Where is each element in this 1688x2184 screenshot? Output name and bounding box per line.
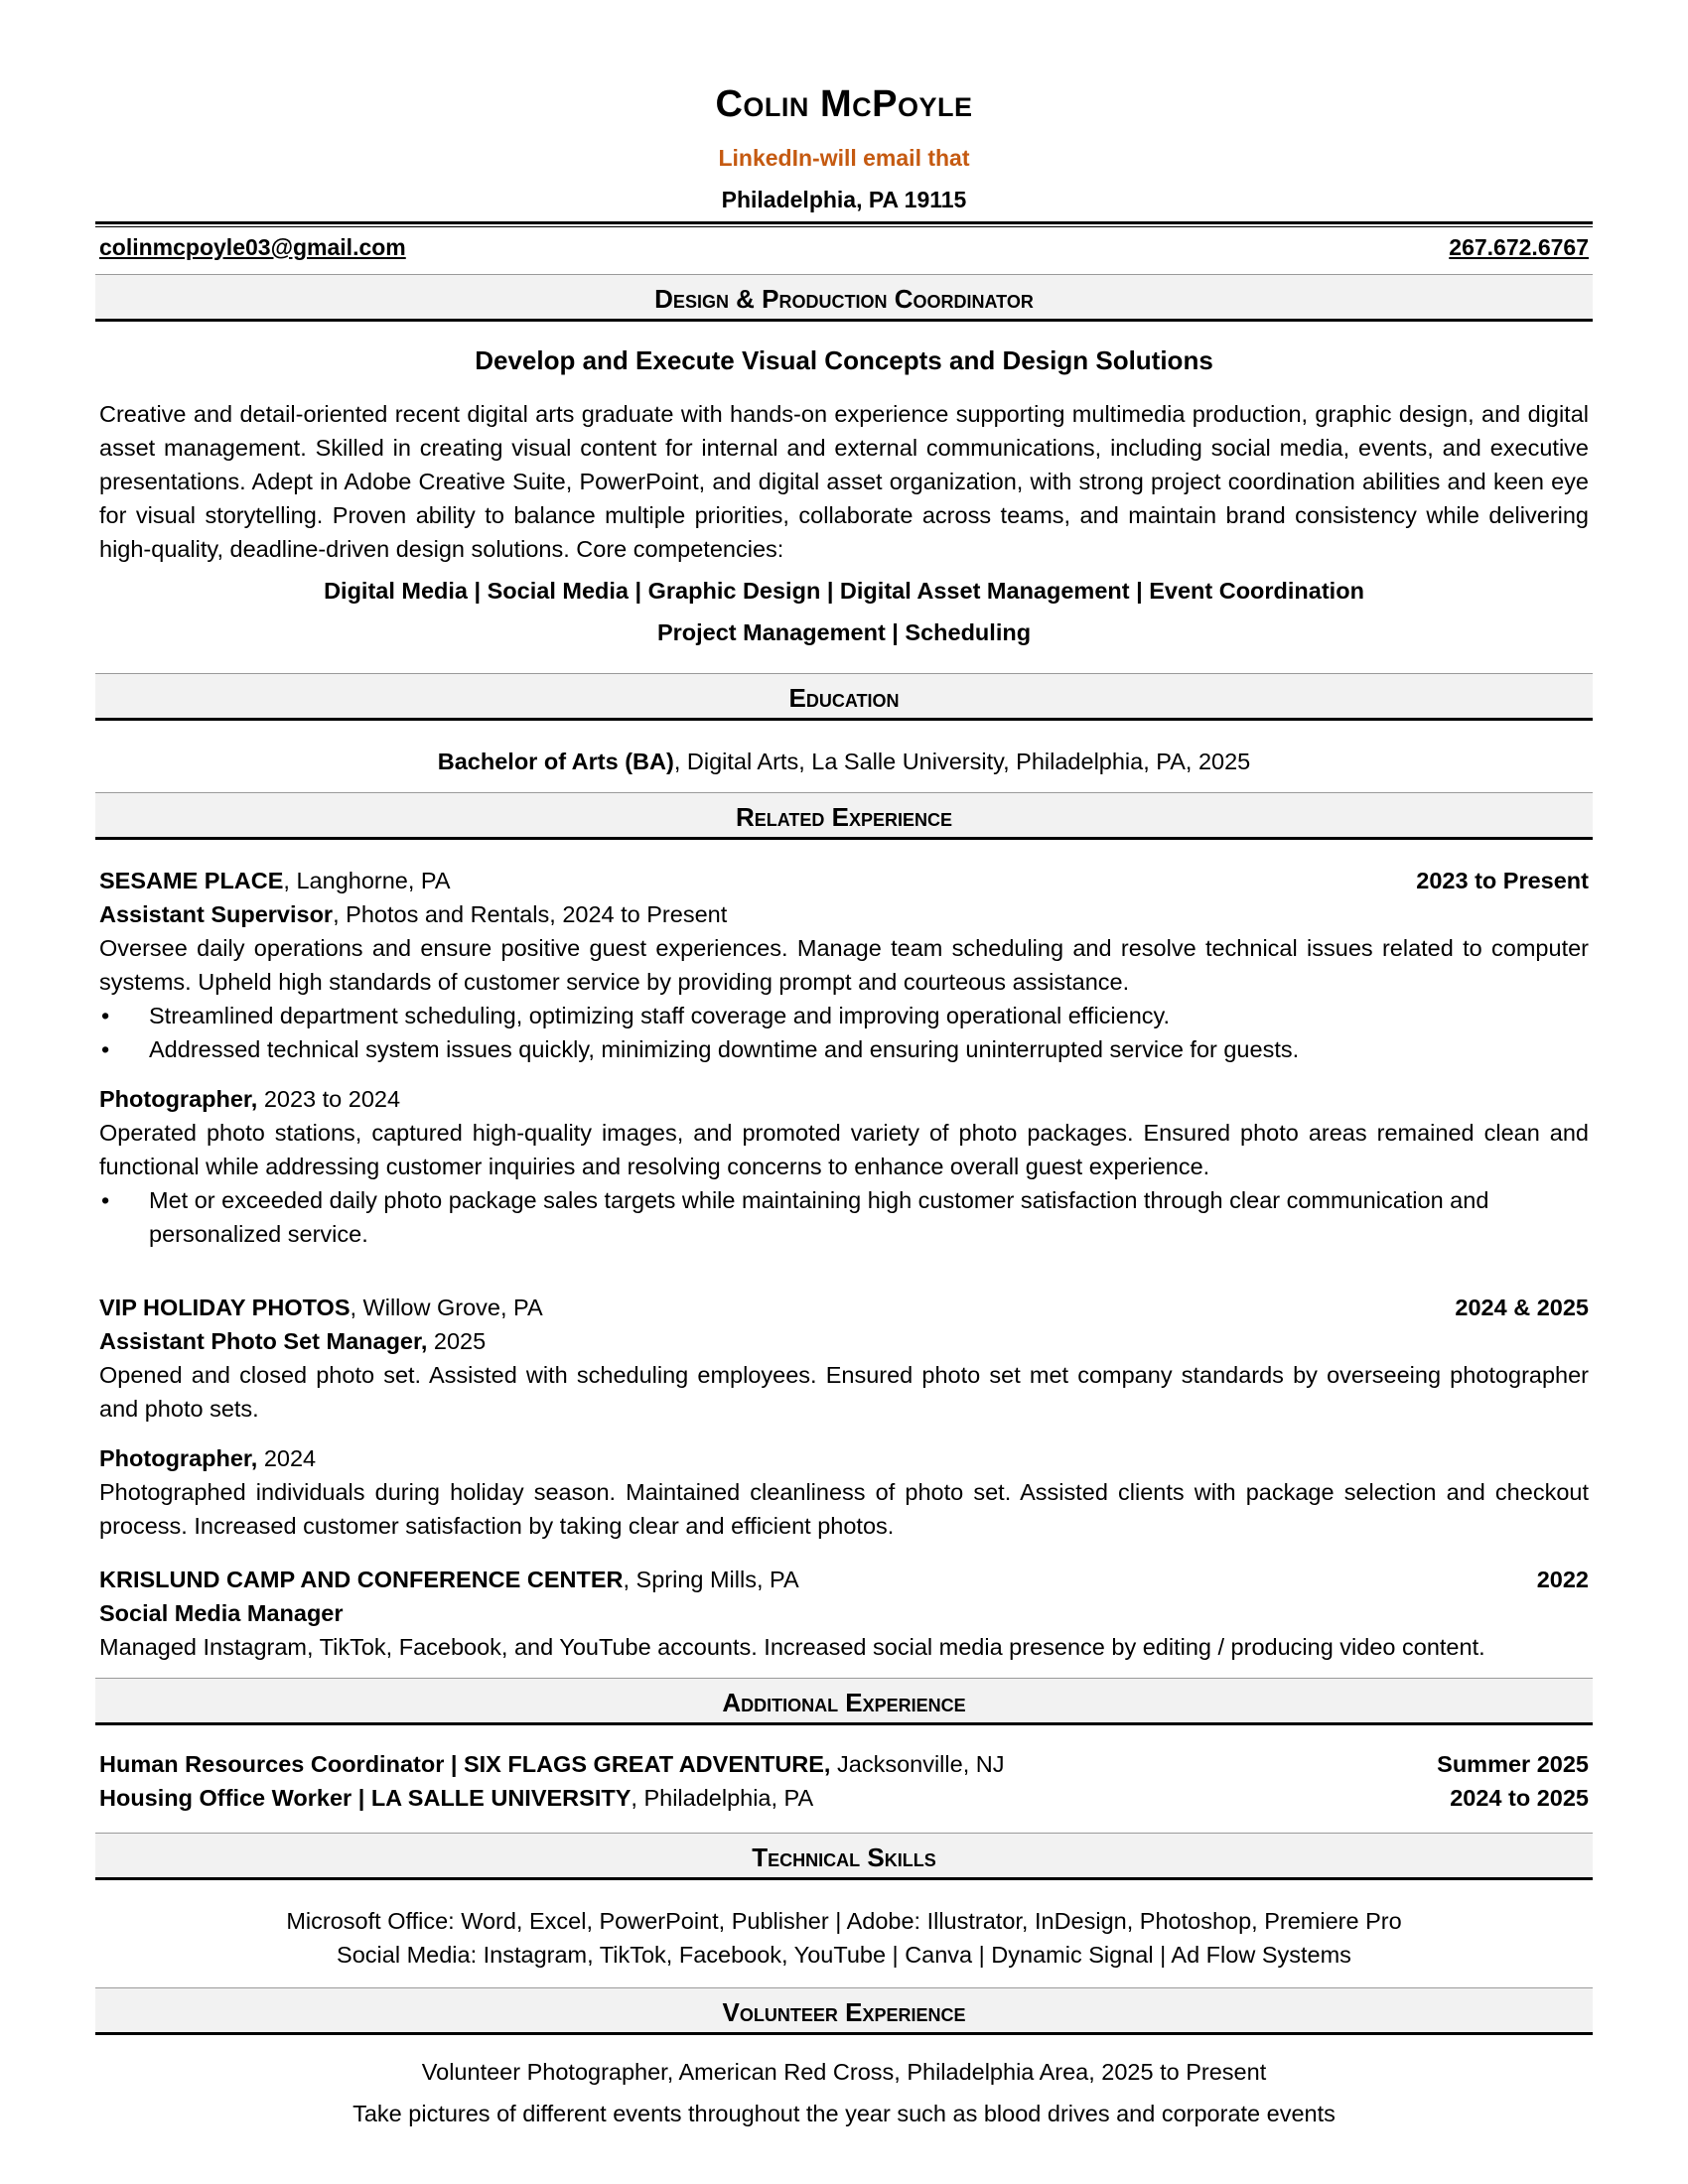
- competencies-line-2: Project Management | Scheduling: [656, 619, 1032, 645]
- bullet-icon: •: [101, 1003, 110, 1028]
- additional-experience-list: [99, 1747, 1589, 1815]
- degree: Bachelor of Arts (BA): [437, 749, 674, 774]
- bullet-icon: •: [101, 1036, 110, 1062]
- role-title: Photographer,: [99, 1445, 258, 1471]
- role-title-row: [99, 1324, 1589, 1358]
- location: Philadelphia, PA 19115: [721, 187, 967, 212]
- bullet-list: [99, 1183, 1589, 1251]
- email-link[interactable]: colinmcpoyle03@gmail.com: [99, 234, 406, 260]
- candidate-name: Colin McPoyle: [715, 83, 973, 125]
- role-details: 2024: [257, 1445, 317, 1471]
- job-dates: 2024 to 2025: [1450, 1785, 1589, 1811]
- role-description: Operated photo stations, captured high-quality images, and promoted variety of photo packages. Ensured photo areas remained clean and functional while addressing customer inquiries and resolving concerns to enhance overall guest experience.: [99, 1120, 1589, 1179]
- section-heading-title: Design & Production Coordinator: [95, 274, 1593, 322]
- company-location: , Willow Grove, PA: [350, 1295, 543, 1320]
- section-heading-related-experience: Related Experience: [95, 792, 1593, 840]
- list-item: Human Resources Coordinator | SIX FLAGS GREAT ADVENTURE, Jacksonville, NJ Summer 2025: [99, 1747, 1589, 1781]
- role-description: Managed Instagram, TikTok, Facebook, and YouTube accounts. Increased social media presence by editing / producing video content.: [99, 1634, 1485, 1660]
- section-heading-education: Education: [95, 673, 1593, 721]
- role-title-row: [99, 1082, 1589, 1116]
- role-description: Photographed individuals during holiday season. Maintained cleanliness of photo set. Assisted clients with package selection and checkout process. Increased customer satisfaction by taking clear and efficient photos.: [99, 1479, 1589, 1539]
- volunteer-line-1: Volunteer Photographer, American Red Cross, Philadelphia Area, 2025 to Present: [421, 2059, 1267, 2085]
- list-item: • Addressed technical system issues quickly, minimizing downtime and ensuring uninterrupted service for guests.: [99, 1032, 1589, 1066]
- job-dates: Summer 2025: [1437, 1751, 1589, 1777]
- summary-paragraph: Creative and detail-oriented recent digital arts graduate with hands-on experience supporting multimedia production, graphic design, and digital asset management. Skilled in creating visual content for internal and external communications, including social media, events, and executive presentations. Adept in Adobe Creative Suite, PowerPoint, and digital asset organization, with strong project coordination abilities and keen eye for visual storytelling. Proven ability to balance multiple priorities, collaborate across teams, and maintain brand consistency while delivering high-quality, deadline-driven design solutions. Core competencies:: [99, 401, 1589, 562]
- bullet-icon: •: [101, 1187, 110, 1213]
- list-item: • Streamlined department scheduling, optimizing staff coverage and improving operational efficiency.: [99, 999, 1589, 1032]
- role-title-row: [99, 897, 1589, 931]
- degree-details: , Digital Arts, La Salle University, Philadelphia, PA, 2025: [673, 749, 1251, 774]
- job-header: [99, 1563, 1589, 1596]
- job-dates: 2024 & 2025: [1455, 1295, 1589, 1320]
- role-details: 2023 to 2024: [257, 1086, 401, 1112]
- list-item: Housing Office Worker | LA SALLE UNIVERSITY, Philadelphia, PA 2024 to 2025: [99, 1781, 1589, 1815]
- role-title: Social Media Manager: [99, 1600, 344, 1626]
- job-vip-holiday-photos: [99, 1291, 1589, 1543]
- role-title: Assistant Supervisor: [99, 901, 334, 927]
- contact-row: [99, 234, 1589, 261]
- competencies-line-1: Digital Media | Social Media | Graphic Design | Digital Asset Management | Event Coordination: [324, 578, 1364, 604]
- tagline: Develop and Execute Visual Concepts and Design Solutions: [475, 345, 1213, 375]
- linkedin-note: LinkedIn-will email that: [718, 145, 970, 171]
- company-name: SESAME PLACE: [99, 868, 284, 893]
- company-location: , Spring Mills, PA: [623, 1567, 799, 1592]
- skills-line-1: Microsoft Office: Word, Excel, PowerPoint, Publisher | Adobe: Illustrator, InDesign, Photoshop, Premiere Pro: [286, 1908, 1402, 1934]
- role-title: Assistant Photo Set Manager,: [99, 1328, 428, 1354]
- role-details: , Photos and Rentals, 2024 to Present: [333, 901, 728, 927]
- role-details: 2025: [427, 1328, 487, 1354]
- company-name: KRISLUND CAMP AND CONFERENCE CENTER: [99, 1567, 624, 1592]
- job-sesame-place: [99, 864, 1589, 1251]
- job-header: [99, 1291, 1589, 1324]
- bullet-list: [99, 999, 1589, 1066]
- job-krislund: [99, 1563, 1589, 1664]
- company-location: , Langhorne, PA: [283, 868, 451, 893]
- role-description: Opened and closed photo set. Assisted with scheduling employees. Ensured photo set met company standards by overseeing photographer and photo sets.: [99, 1362, 1589, 1422]
- phone-link[interactable]: 267.672.6767: [1449, 234, 1589, 260]
- role-description: Oversee daily operations and ensure positive guest experiences. Manage team scheduling and resolve technical issues related to computer systems. Upheld high standards of customer service by providing prompt and courteous assistance.: [99, 935, 1589, 995]
- section-heading-volunteer: Volunteer Experience: [95, 1987, 1593, 2035]
- job-header: [99, 864, 1589, 897]
- section-heading-technical-skills: Technical Skills: [95, 1833, 1593, 1880]
- header-divider: [95, 221, 1593, 224]
- job-dates: 2022: [1536, 1567, 1589, 1592]
- role-title: Photographer,: [99, 1086, 258, 1112]
- company-name: VIP HOLIDAY PHOTOS: [99, 1295, 351, 1320]
- header-divider-thin: [95, 226, 1593, 227]
- volunteer-line-2: Take pictures of different events throughout the year such as blood drives and corporate events: [352, 2101, 1336, 2126]
- job-dates: 2023 to Present: [1416, 868, 1589, 893]
- skills-line-2: Social Media: Instagram, TikTok, Facebook, YouTube | Canva | Dynamic Signal | Ad Flow Systems: [337, 1942, 1351, 1968]
- role-title-row: [99, 1441, 1589, 1475]
- section-heading-additional-experience: Additional Experience: [95, 1678, 1593, 1725]
- education-entry: [99, 745, 1589, 778]
- list-item: • Met or exceeded daily photo package sales targets while maintaining high customer satisfaction through clear communication and personalized service.: [99, 1183, 1589, 1251]
